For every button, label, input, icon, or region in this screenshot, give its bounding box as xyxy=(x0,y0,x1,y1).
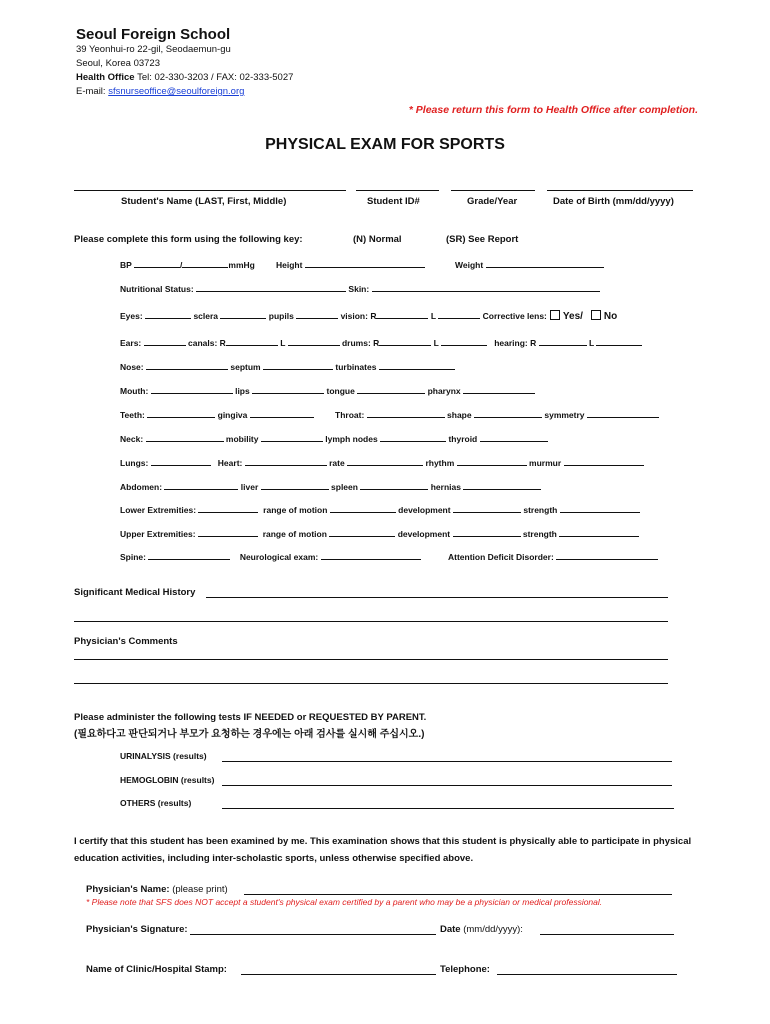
vision-l-field[interactable] xyxy=(438,310,480,319)
yes-label: Yes/ xyxy=(562,311,583,322)
physician-comments-line-1[interactable] xyxy=(74,659,668,660)
dob-label: Date of Birth (mm/dd/yyyy) xyxy=(553,196,674,207)
lower-development-field[interactable] xyxy=(453,504,521,513)
parent-physician-warning: * Please note that SFS does NOT accept a student's physical exam certified by a parent who may be a physician or medical professional. xyxy=(86,897,603,907)
throat-row xyxy=(335,409,659,420)
mouth-label: Mouth: xyxy=(120,386,149,396)
mobility-label: mobility xyxy=(225,434,259,444)
physician-signature-label: Physician's Signature: xyxy=(86,924,188,935)
vision-label: vision: R xyxy=(340,311,377,321)
pupils-label: pupils xyxy=(268,311,294,321)
drums-label: drums: R xyxy=(341,338,380,348)
height-field[interactable] xyxy=(305,259,425,268)
canals-r-field[interactable] xyxy=(226,337,278,346)
lower-extremities-field[interactable] xyxy=(198,504,258,513)
medical-history-field[interactable] xyxy=(206,597,668,598)
hernias-label: hernias xyxy=(430,482,461,492)
skin-label: Skin: xyxy=(348,284,370,294)
bp-label: BP xyxy=(120,260,132,270)
skin-field[interactable] xyxy=(372,283,600,292)
email-line xyxy=(76,85,244,99)
others-label: OTHERS (results) xyxy=(120,798,192,808)
lower-rom-field[interactable] xyxy=(330,504,396,513)
liver-label: liver xyxy=(240,482,259,492)
hernias-field[interactable] xyxy=(463,481,541,490)
nose-field[interactable] xyxy=(146,361,228,370)
shape-field[interactable] xyxy=(474,409,542,418)
date-field[interactable] xyxy=(540,934,674,935)
school-name: Seoul Foreign School xyxy=(76,26,231,43)
yes-checkbox[interactable] xyxy=(550,310,560,320)
urinalysis-label: URINALYSIS (results) xyxy=(120,751,207,761)
mouth-field[interactable] xyxy=(151,385,233,394)
hearing-r-field[interactable] xyxy=(539,337,587,346)
lymph-nodes-field[interactable] xyxy=(380,433,446,442)
bp-systolic-field[interactable] xyxy=(134,259,180,268)
spine-row xyxy=(120,551,421,562)
tests-korean: (필요하다고 판단되거나 부모가 요청하는 경우에는 아래 검사를 실시해 주십시오.) xyxy=(74,729,425,740)
dob-field[interactable] xyxy=(547,190,693,191)
murmur-label: murmur xyxy=(529,458,562,468)
clinic-stamp-field[interactable] xyxy=(241,974,436,975)
canals-l-label: L xyxy=(280,338,286,348)
upper-rom-field[interactable] xyxy=(329,528,395,537)
canals-label: canals: R xyxy=(188,338,226,348)
throat-field[interactable] xyxy=(367,409,445,418)
canals-l-field[interactable] xyxy=(288,337,340,346)
ears-field[interactable] xyxy=(144,337,186,346)
ears-label: Ears: xyxy=(120,338,142,348)
address-line-2: Seoul, Korea 03723 xyxy=(76,58,160,69)
student-id-label: Student ID# xyxy=(367,196,420,207)
date-label: Date xyxy=(440,924,461,935)
throat-label: Throat: xyxy=(335,410,365,420)
teeth-row xyxy=(120,409,314,420)
eyes-label: Eyes: xyxy=(120,311,143,321)
symmetry-field[interactable] xyxy=(587,409,659,418)
abdomen-label: Abdomen: xyxy=(120,482,163,492)
certification-statement: I certify that this student has been examined by me. This examination shows that this student is physically able to participate in physical education activities, including inter-scholastic sports, unless otherwise specified above. xyxy=(74,836,692,864)
lower-rom-label: range of motion xyxy=(263,505,328,515)
health-office-label: Health Office xyxy=(76,72,135,83)
rhythm-field[interactable] xyxy=(457,457,527,466)
thyroid-label: thyroid xyxy=(448,434,478,444)
liver-field[interactable] xyxy=(261,481,329,490)
drums-l-field[interactable] xyxy=(441,337,487,346)
upper-strength-label: strength xyxy=(522,529,557,539)
upper-rom-label: range of motion xyxy=(262,529,327,539)
date-row xyxy=(440,924,523,935)
sclera-field[interactable] xyxy=(220,310,266,319)
health-office-phone: Tel: 02-330-3203 / FAX: 02-333-5027 xyxy=(134,72,294,83)
add-field[interactable] xyxy=(556,551,658,560)
key-instruction: Please complete this form using the following key: xyxy=(74,234,303,245)
upper-strength-field[interactable] xyxy=(559,528,639,537)
turbinates-label: turbinates xyxy=(335,362,377,372)
upper-extremities-label: Upper Extremities: xyxy=(120,529,196,539)
physician-name-field[interactable] xyxy=(244,894,672,895)
add-row xyxy=(448,551,658,562)
student-id-field[interactable] xyxy=(356,190,439,191)
abdomen-field[interactable] xyxy=(164,481,238,490)
septum-field[interactable] xyxy=(263,361,333,370)
lower-strength-field[interactable] xyxy=(560,504,640,513)
urinalysis-field[interactable] xyxy=(222,761,672,762)
gingiva-field[interactable] xyxy=(250,409,314,418)
abdomen-row xyxy=(120,481,541,492)
tongue-label: tongue xyxy=(326,386,355,396)
physician-name-hint: (please print) xyxy=(169,884,228,895)
lungs-field[interactable] xyxy=(151,457,211,466)
pupils-field[interactable] xyxy=(296,310,338,319)
drums-r-field[interactable] xyxy=(379,337,431,346)
add-label: Attention Deficit Disorder: xyxy=(448,552,554,562)
spleen-label: spleen xyxy=(331,482,358,492)
physician-name-row xyxy=(86,884,228,895)
heart-field[interactable] xyxy=(245,457,327,466)
septum-label: septum xyxy=(230,362,261,372)
nutritional-field[interactable] xyxy=(196,283,346,292)
no-checkbox[interactable] xyxy=(591,310,601,320)
corrective-lens-label: Corrective lens: xyxy=(482,311,547,321)
nose-label: Nose: xyxy=(120,362,144,372)
rate-field[interactable] xyxy=(347,457,423,466)
lower-strength-label: strength xyxy=(523,505,558,515)
email-label: E-mail: xyxy=(76,86,109,97)
turbinates-field[interactable] xyxy=(379,361,455,370)
height-row xyxy=(276,259,425,270)
physician-name-label: Physician's Name: xyxy=(86,884,170,895)
form-title: PHYSICAL EXAM FOR SPORTS xyxy=(265,136,505,153)
hearing-label: hearing: R xyxy=(494,338,537,348)
lower-extremities-row xyxy=(120,504,640,515)
gingiva-label: gingiva xyxy=(217,410,248,420)
bp-unit: mmHg xyxy=(228,260,255,270)
physician-comments-line-2[interactable] xyxy=(74,683,668,684)
bp-row: BP / mmHg xyxy=(120,260,255,270)
rhythm-label: rhythm xyxy=(425,458,455,468)
hemoglobin-field[interactable] xyxy=(222,785,672,786)
bp-diastolic-field[interactable] xyxy=(182,259,228,268)
thyroid-field[interactable] xyxy=(480,433,548,442)
lungs-row xyxy=(120,457,644,468)
heart-label: Heart: xyxy=(217,458,243,468)
medical-history-label: Significant Medical History xyxy=(74,587,196,598)
neurological-label: Neurological exam: xyxy=(239,552,319,562)
upper-extremities-row xyxy=(120,528,639,539)
lungs-label: Lungs: xyxy=(120,458,149,468)
neck-row xyxy=(120,433,548,444)
shape-label: shape xyxy=(447,410,472,420)
symmetry-label: symmetry xyxy=(544,410,585,420)
sclera-label: sclera xyxy=(193,311,219,321)
upper-development-field[interactable] xyxy=(453,528,521,537)
student-name-label: Student's Name (LAST, First, Middle) xyxy=(121,196,287,207)
email-link[interactable]: sfsnurseoffice@seoulforeign.org xyxy=(108,86,245,97)
nutritional-row xyxy=(120,283,600,294)
ears-row xyxy=(120,337,642,348)
date-hint: (mm/dd/yyyy): xyxy=(460,924,523,935)
spine-label: Spine: xyxy=(120,552,146,562)
lips-label: lips xyxy=(235,386,250,396)
lymph-nodes-label: lymph nodes xyxy=(325,434,378,444)
medical-history-line-2[interactable] xyxy=(74,621,668,622)
key-see-report: (SR) See Report xyxy=(446,234,519,245)
weight-row xyxy=(455,259,604,270)
mouth-row xyxy=(120,385,535,396)
upper-extremities-field[interactable] xyxy=(198,528,258,537)
spine-field[interactable] xyxy=(148,551,230,560)
pharynx-field[interactable] xyxy=(463,385,535,394)
grade-label: Grade/Year xyxy=(467,196,518,207)
return-notice: * Please return this form to Health Office after completion. xyxy=(408,104,698,116)
lower-extremities-label: Lower Extremities: xyxy=(120,505,197,515)
address-line-1: 39 Yeonhui-ro 22-gil, Seodaemun-gu xyxy=(76,44,231,55)
grade-field[interactable] xyxy=(451,190,535,191)
neck-field[interactable] xyxy=(146,433,224,442)
tests-intro: Please administer the following tests IF NEEDED or REQUESTED BY PARENT. xyxy=(74,712,427,723)
telephone-label: Telephone: xyxy=(440,964,490,975)
spleen-field[interactable] xyxy=(360,481,428,490)
lower-development-label: development xyxy=(398,505,451,515)
hemoglobin-label: HEMOGLOBIN (results) xyxy=(120,775,215,785)
upper-development-label: development xyxy=(397,529,451,539)
nutritional-label: Nutritional Status: xyxy=(120,284,194,294)
eyes-field[interactable] xyxy=(145,310,191,319)
others-field[interactable] xyxy=(222,808,674,809)
student-name-field[interactable] xyxy=(74,190,346,191)
physician-signature-field[interactable] xyxy=(190,934,436,935)
vision-l-label: L xyxy=(430,311,436,321)
mobility-field[interactable] xyxy=(261,433,323,442)
nose-row xyxy=(120,361,455,372)
health-office-line xyxy=(76,71,293,85)
weight-field[interactable] xyxy=(486,259,604,268)
rate-label: rate xyxy=(329,458,345,468)
hearing-l-label: L xyxy=(588,338,595,348)
neurological-field[interactable] xyxy=(321,551,421,560)
height-label: Height xyxy=(276,260,303,270)
eyes-row xyxy=(120,310,617,322)
teeth-label: Teeth: xyxy=(120,410,145,420)
hearing-l-field[interactable] xyxy=(596,337,642,346)
telephone-field[interactable] xyxy=(497,974,677,975)
teeth-field[interactable] xyxy=(147,409,215,418)
neck-label: Neck: xyxy=(120,434,144,444)
clinic-stamp-label: Name of Clinic/Hospital Stamp: xyxy=(86,964,227,975)
key-normal: (N) Normal xyxy=(353,234,402,245)
tongue-field[interactable] xyxy=(357,385,425,394)
physician-comments-label: Physician's Comments xyxy=(74,636,178,647)
murmur-field[interactable] xyxy=(564,457,644,466)
no-label: No xyxy=(603,311,618,322)
lips-field[interactable] xyxy=(252,385,324,394)
vision-r-field[interactable] xyxy=(376,310,428,319)
drums-l-label: L xyxy=(433,338,439,348)
weight-label: Weight xyxy=(455,260,484,270)
pharynx-label: pharynx xyxy=(427,386,461,396)
